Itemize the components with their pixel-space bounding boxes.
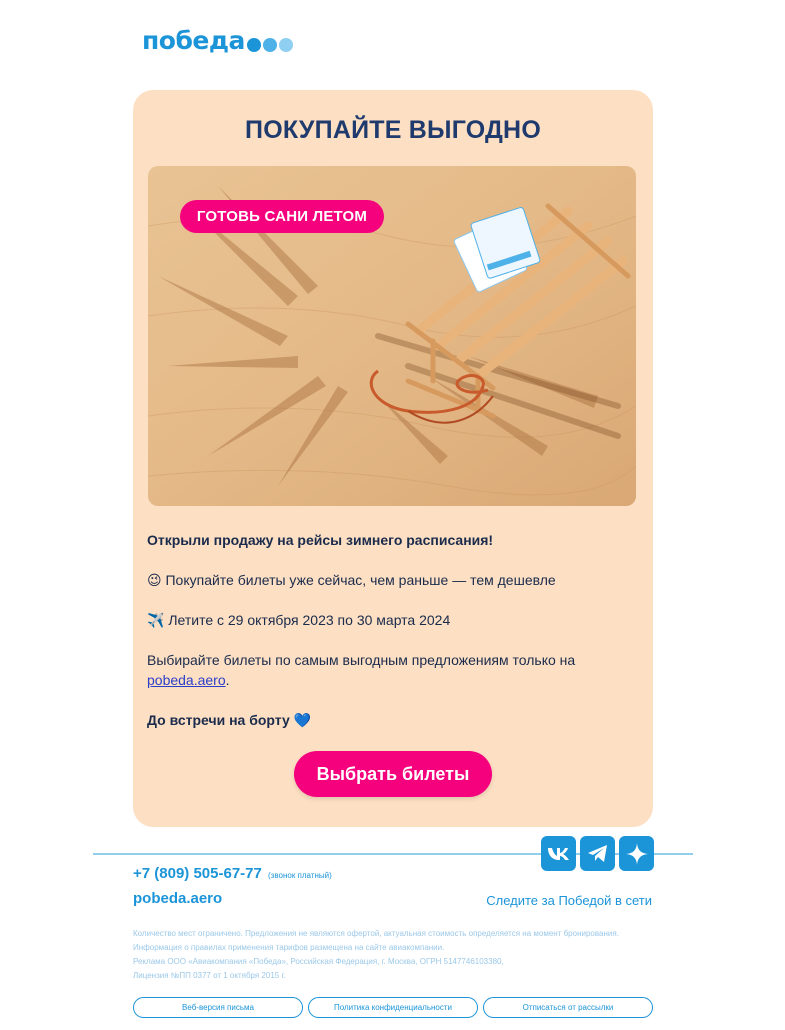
pobeda-logo[interactable] <box>142 28 295 53</box>
cheaper-text: 😉 Покупайте билеты уже сейчас, чем раньше — тем дешевле <box>147 572 556 588</box>
dates-text: ✈️ Летите с 29 октября 2023 по 30 марта 2024 <box>147 612 451 628</box>
offers-paragraph <box>147 650 617 690</box>
hero-banner-image[interactable] <box>148 166 636 506</box>
legal-text-2: Реклама ООО «Авиакомпания «Победа», Российская Федерация, г. Москва, ОГРН 5147746103380, <box>133 957 504 966</box>
site-link[interactable]: pobeda.aero <box>147 672 226 688</box>
privacy-policy-link[interactable]: Политика конфиденциальности <box>308 997 478 1018</box>
closing-text: До встречи на борту 💙 <box>147 712 312 728</box>
logo-dots-icon <box>247 38 295 52</box>
dzen-icon[interactable] <box>619 836 654 871</box>
promo-body <box>147 530 617 750</box>
period-text: . <box>225 672 230 688</box>
legal-text-1: Количество мест ограничено. Предложения не являются офертой, актуальная стоимость определяется на момент бронирования. Информация о правилах применения тарифов размещена на сайте авиакомпании. <box>133 929 619 952</box>
offers-text: Выбирайте билеты по самым выгодным предложениям только на <box>147 652 576 668</box>
phone-line <box>133 865 332 882</box>
promo-headline: ПОКУПАЙТЕ ВЫГОДНО <box>245 116 541 144</box>
phone-note: (звонок платный) <box>268 871 332 880</box>
footer-links <box>133 997 653 1018</box>
promo-card <box>133 90 653 827</box>
footer-site-link[interactable]: pobeda.aero <box>133 890 223 907</box>
web-version-link[interactable]: Веб-версия письма <box>133 997 303 1018</box>
unsubscribe-link[interactable]: Отписаться от рассылки <box>483 997 653 1018</box>
hero-badge: ГОТОВЬ САНИ ЛЕТОМ <box>180 200 384 233</box>
social-links <box>541 836 658 871</box>
follow-us-text: Следите за Победой в сети <box>486 893 652 908</box>
legal-text-3: Лицензия №ПП 0377 от 1 октября 2015 г. <box>133 971 286 980</box>
legal-disclaimer <box>133 927 653 983</box>
choose-tickets-button[interactable]: Выбрать билеты <box>294 751 492 797</box>
logo-wordmark: победа <box>142 26 245 55</box>
telegram-icon[interactable] <box>580 836 615 871</box>
vk-icon[interactable] <box>541 836 576 871</box>
phone-number[interactable]: +7 (809) 505-67-77 <box>133 865 262 882</box>
intro-text: Открыли продажу на рейсы зимнего расписания! <box>147 532 494 548</box>
